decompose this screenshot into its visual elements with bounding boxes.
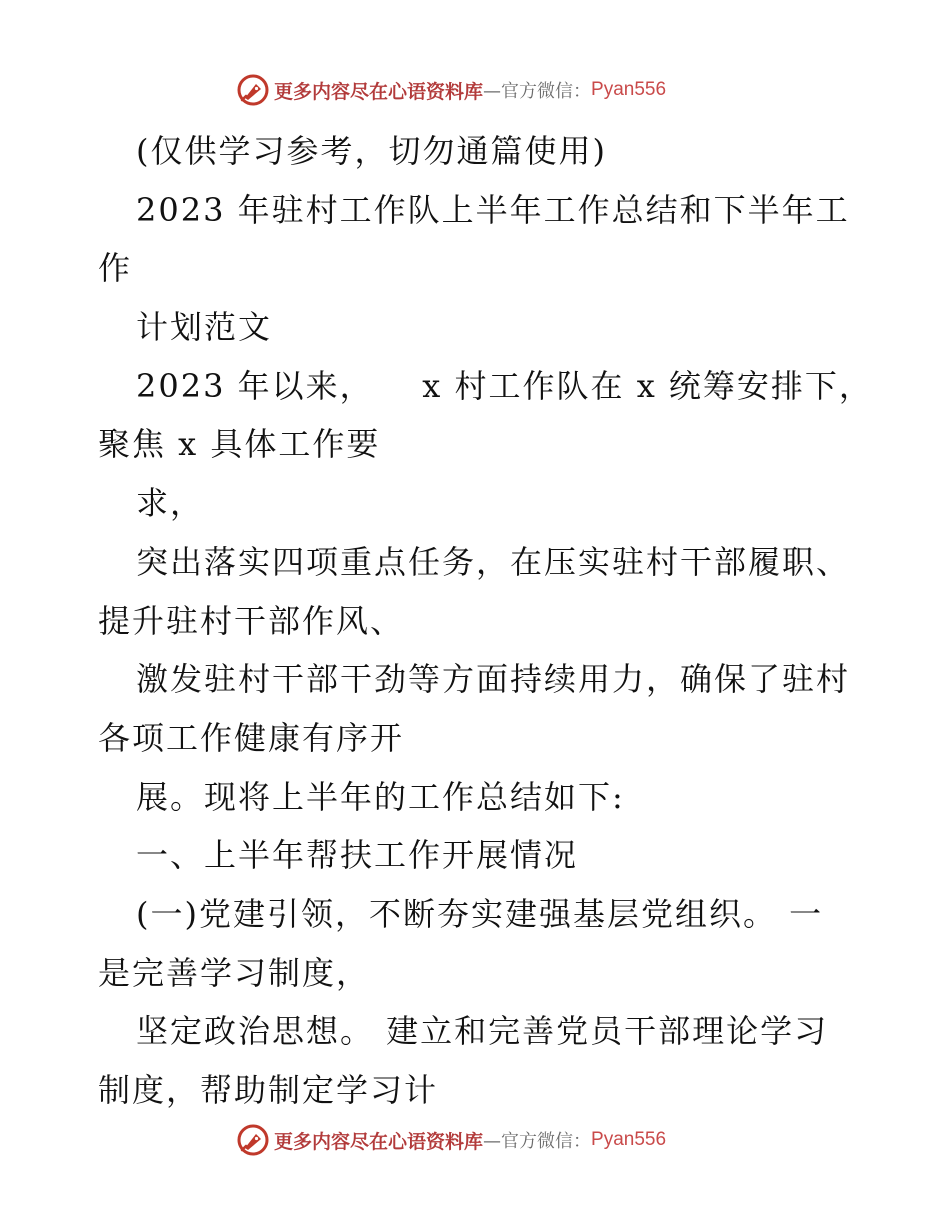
document-line: 突出落实四项重点任务，在压实驻村干部履职、	[136, 542, 851, 581]
document-line: 激发驻村干部干劲等方面持续用力，确保了驻村	[136, 660, 851, 699]
document-line: 作	[98, 249, 133, 288]
banner-wechat-label: —官方微信：	[483, 81, 592, 102]
document-line: 提升驻村干部作风、	[98, 601, 405, 640]
banner-promo-text: 更多内容尽在心语资料库	[274, 80, 484, 103]
document-line: 聚焦 x 具体工作要	[98, 425, 381, 464]
banner-wechat-id: Pyan556	[591, 1129, 667, 1150]
footer-banner	[236, 1122, 666, 1158]
document-line: 计划范文	[136, 308, 273, 347]
document-line: 是完善学习制度，	[98, 953, 371, 992]
document-line: 求，	[136, 484, 205, 523]
banner-promo-text: 更多内容尽在心语资料库	[274, 1130, 484, 1153]
header-banner	[236, 72, 666, 108]
document-line: 制度，帮助制定学习计	[98, 1071, 439, 1109]
document-line: 一、上半年帮扶工作开展情况	[136, 836, 579, 875]
document-line: (一)党建引领，不断夯实建强基层党组织。 一	[136, 894, 824, 933]
document-line: 2023 年以来， x 村工作队在 x 统筹安排下，	[136, 366, 873, 405]
document-line: 展。现将上半年的工作总结如下:	[136, 777, 625, 816]
pen-nib-logo-icon	[236, 1123, 270, 1157]
pen-nib-logo-icon	[236, 73, 270, 107]
banner-wechat-label: —官方微信：	[483, 1131, 592, 1152]
document-line: 2023 年驻村工作队上半年工作总结和下半年工	[136, 190, 850, 229]
document-line: (仅供学习参考，切勿通篇使用)	[136, 132, 607, 170]
banner-wechat-id: Pyan556	[591, 79, 667, 100]
document-line: 各项工作健康有序开	[98, 718, 405, 757]
document-line: 坚定政治思想。 建立和完善党员干部理论学习	[136, 1012, 829, 1051]
document-body	[98, 122, 873, 1120]
